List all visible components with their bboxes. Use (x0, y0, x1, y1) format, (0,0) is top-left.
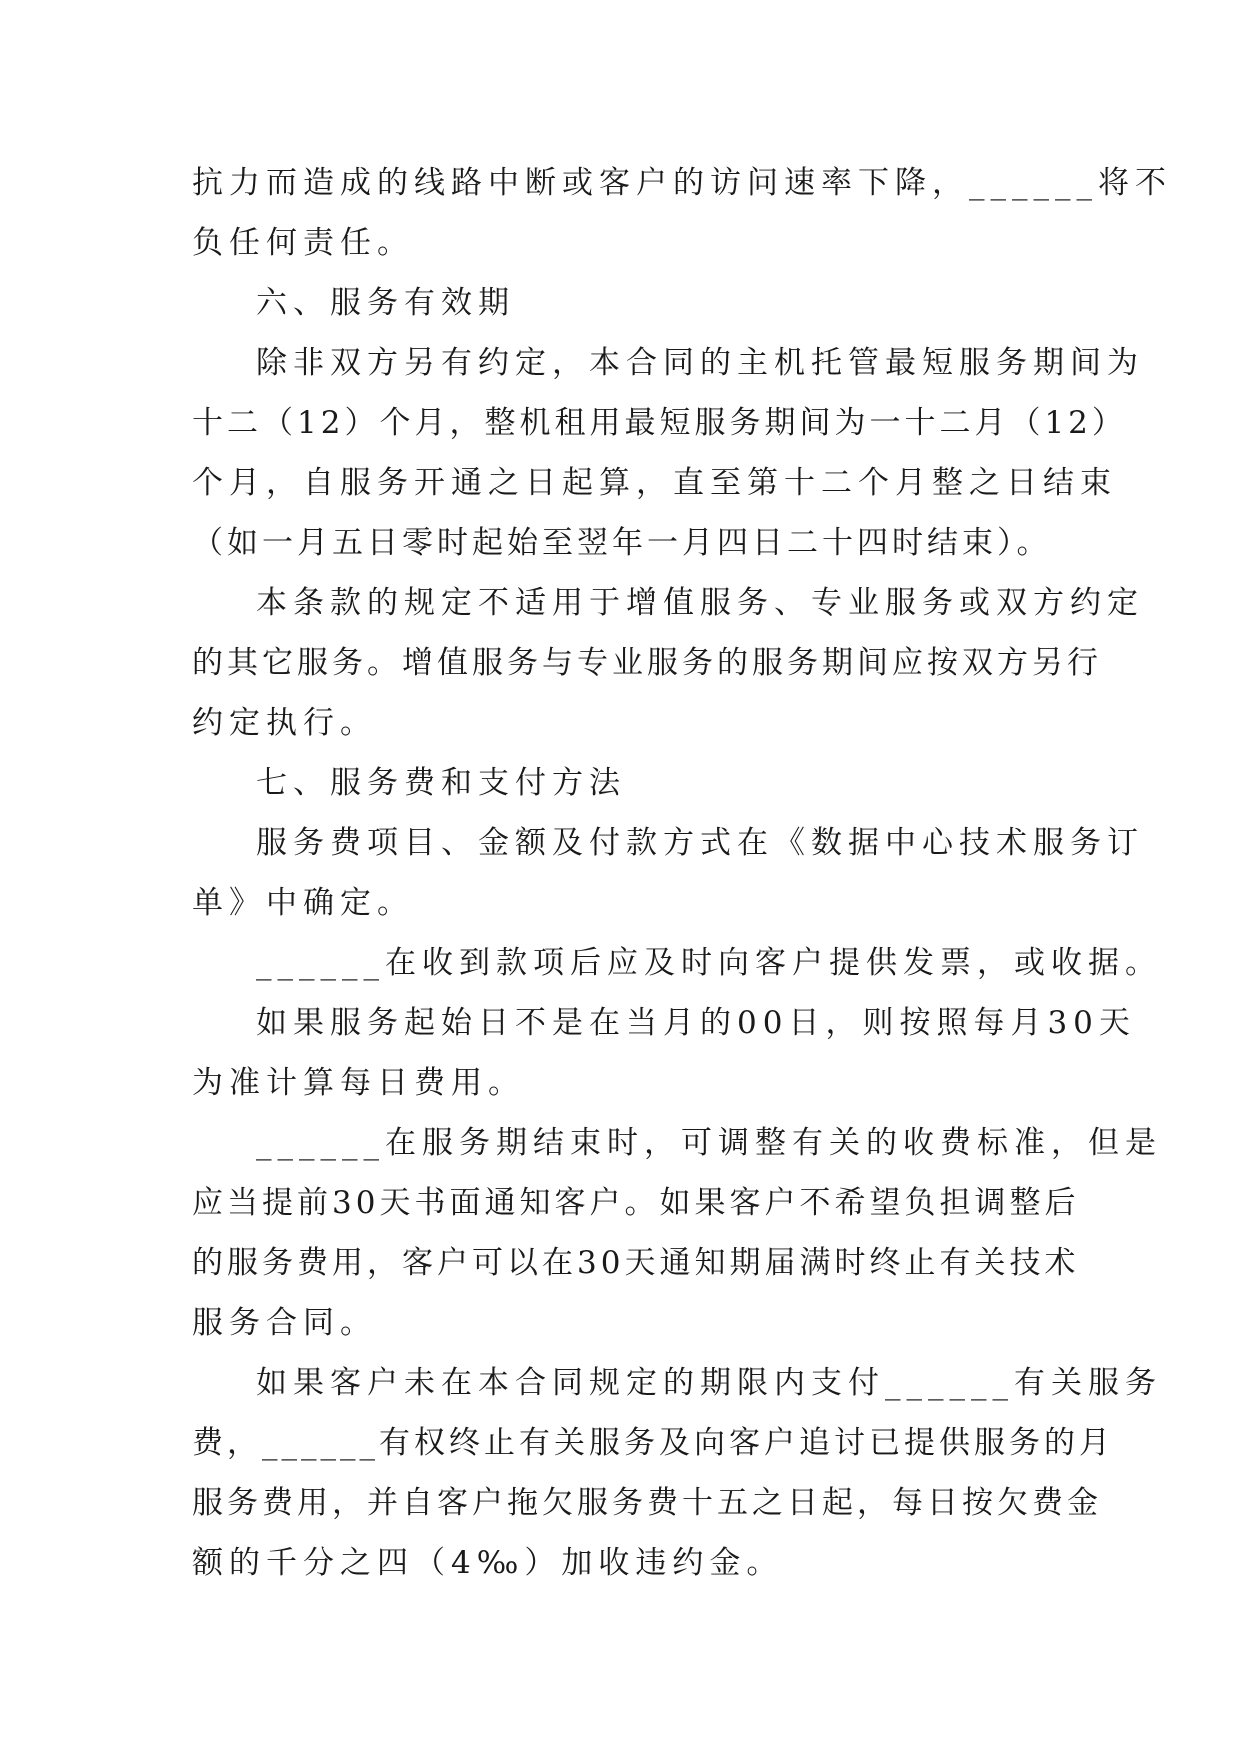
text-line: ______在收到款项后应及时向客户提供发票，或收据。 (256, 945, 1162, 981)
text-line: 如果服务起始日不是在当月的00日，则按照每月30天 (256, 1005, 1136, 1041)
text-line: 单》中确定。 (192, 885, 414, 921)
section-heading: 七、服务费和支付方法 (256, 765, 626, 801)
text-line: 费，______有权终止有关服务及向客户追讨已提供服务的月 (192, 1425, 1114, 1461)
text-line: 个月，自服务开通之日起算，直至第十二个月整之日结束 (192, 465, 1117, 501)
text-line: 服务合同。 (192, 1305, 377, 1341)
text-line: 的其它服务。增值服务与专业服务的服务期间应按双方另行 (192, 645, 1102, 681)
text-line: ______在服务期结束时，可调整有关的收费标准，但是 (256, 1125, 1162, 1161)
text-line: 服务费用，并自客户拖欠服务费十五之日起，每日按欠费金 (192, 1485, 1102, 1521)
text-line: 约定执行。 (192, 705, 377, 741)
text-line: 十二（12）个月，整机租用最短服务期间为一十二月（12） (192, 405, 1127, 441)
text-line: 的服务费用，客户可以在30天通知期届满时终止有关技术 (192, 1245, 1080, 1281)
text-line: 抗力而造成的线路中断或客户的访问速率下降，______将不 (192, 165, 1172, 201)
section-heading: 六、服务有效期 (256, 285, 515, 321)
text-line: （如一月五日零时起始至翌年一月四日二十四时结束）。 (192, 525, 1052, 561)
text-line: 为准计算每日费用。 (192, 1065, 525, 1101)
text-line: 额的千分之四（4‰）加收违约金。 (192, 1545, 784, 1581)
text-line: 应当提前30天书面通知客户。如果客户不希望负担调整后 (192, 1185, 1080, 1221)
text-line: 本条款的规定不适用于增值服务、专业服务或双方约定 (256, 585, 1144, 621)
text-line: 服务费项目、金额及付款方式在《数据中心技术服务订 (256, 825, 1144, 861)
text-line: 负任何责任。 (192, 225, 414, 261)
text-line: 除非双方另有约定，本合同的主机托管最短服务期间为 (256, 345, 1144, 381)
text-line: 如果客户未在本合同规定的期限内支付______有关服务 (256, 1365, 1162, 1401)
